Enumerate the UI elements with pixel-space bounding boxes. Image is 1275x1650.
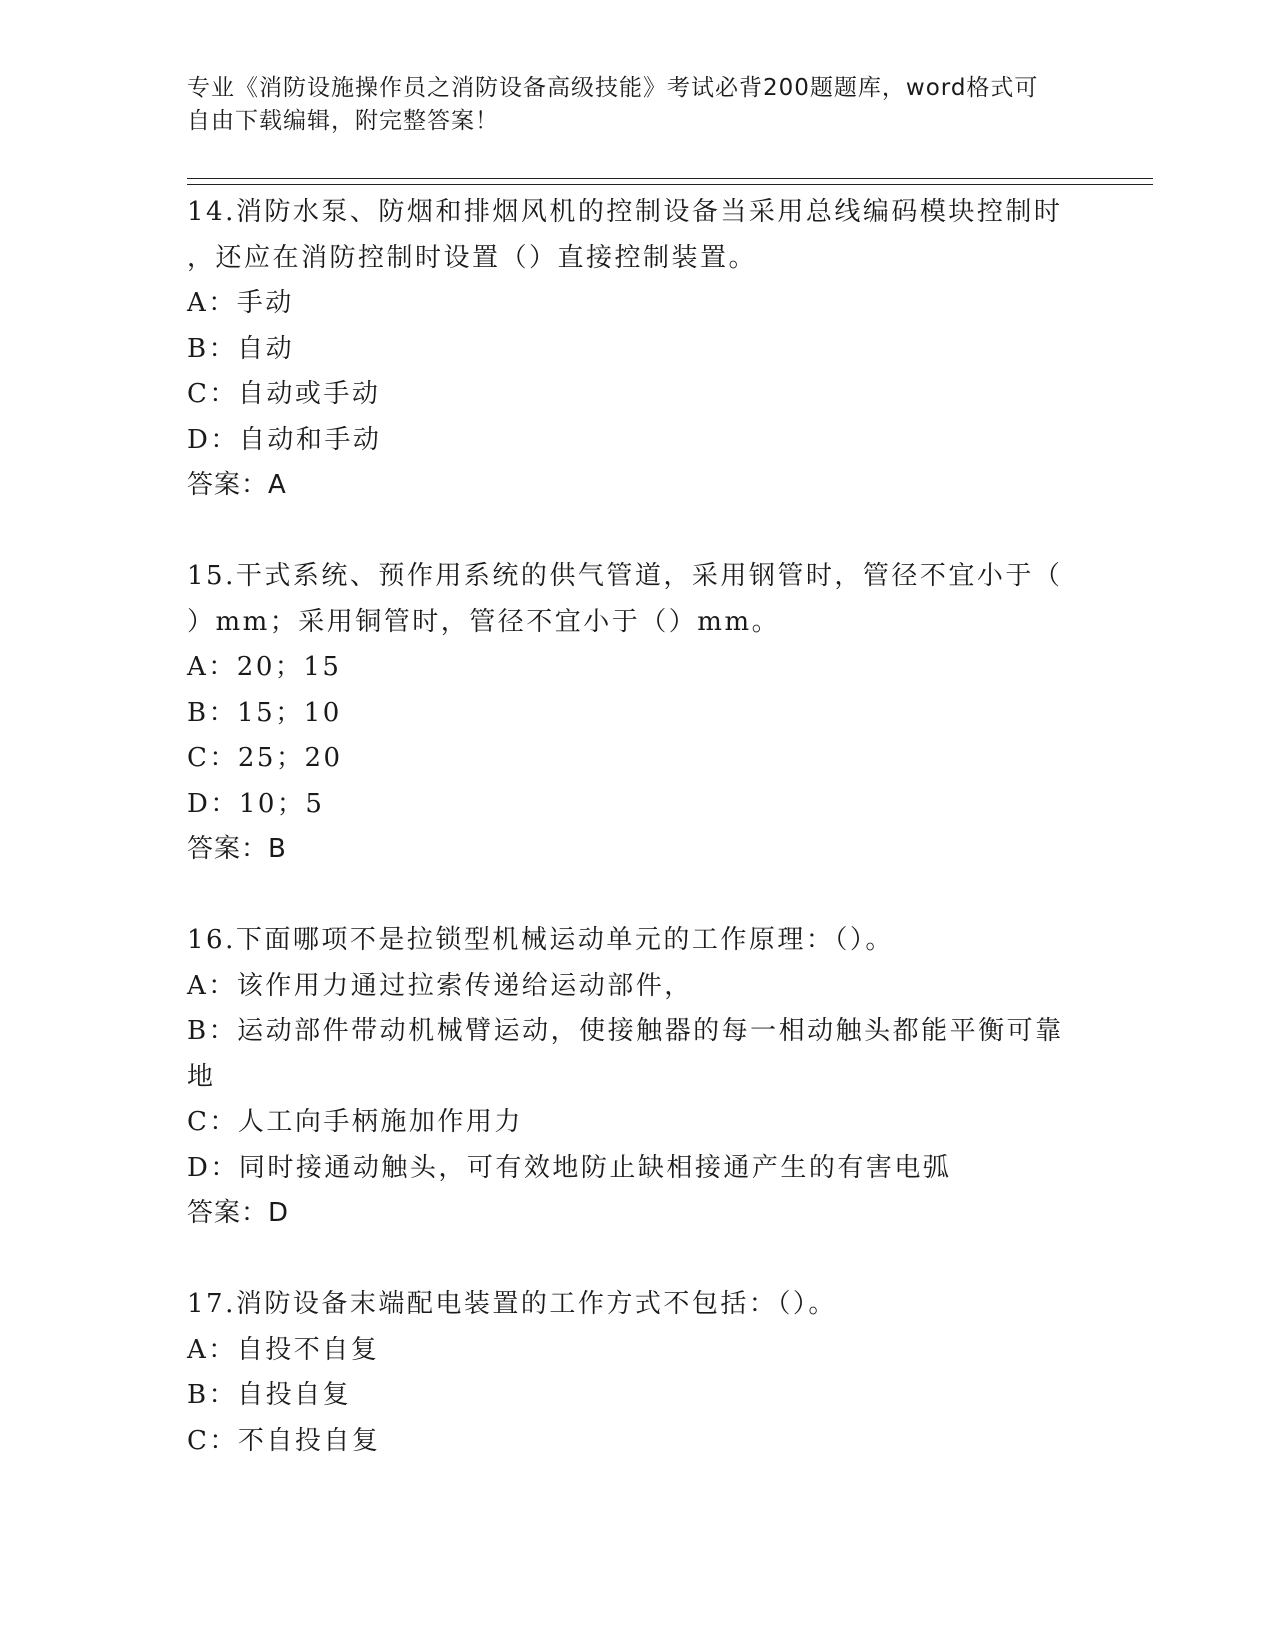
question-list [187, 190, 1087, 1464]
question-stem-line: ，还应在消防控制时设置（）直接控制装置。 [187, 242, 758, 273]
header-divider [187, 184, 1153, 185]
question-stem-line: 16.下面哪项不是拉锁型机械运动单元的工作原理：（）。 [187, 925, 894, 955]
question-spacer [187, 509, 1087, 555]
answer-line: 答案：B [187, 834, 287, 864]
option-line: B：自投自复 [187, 1380, 352, 1410]
option-line: D：自动和手动 [187, 424, 382, 455]
option-line: B：运动部件带动机械臂运动，使接触器的每一相动触头都能平衡可靠 [187, 1016, 1064, 1046]
option-line: B：15；10 [187, 697, 342, 728]
answer-line: 答案：A [187, 470, 287, 500]
question-block [187, 554, 1087, 918]
option-line: A：自投不自复 [187, 1334, 380, 1365]
header-line: 专业《消防设施操作员之消防设备高级技能》考试必背200题题库，word格式可 [187, 75, 1039, 101]
header-line: 自由下载编辑，附完整答案！ [187, 108, 499, 134]
option-line: D：同时接通动触头，可有效地防止缺相接通产生的有害电弧 [187, 1152, 952, 1183]
question-block [187, 190, 1087, 554]
question-block [187, 1282, 1087, 1464]
header-divider [187, 178, 1153, 179]
question-stem-line: ）mm；采用铜管时，管径不宜小于（）mm。 [187, 606, 781, 637]
option-line: C：自动或手动 [187, 379, 381, 409]
option-line: C：25；20 [187, 743, 343, 773]
document-header [187, 72, 1067, 138]
question-block [187, 918, 1087, 1282]
option-line: C：人工向手柄施加作用力 [187, 1107, 523, 1137]
option-line: C：不自投自复 [187, 1425, 381, 1456]
option-line: A：手动 [187, 288, 294, 318]
question-stem-line: 15.干式系统、预作用系统的供气管道，采用钢管时，管径不宜小于（ [187, 561, 1063, 591]
question-stem-line: 17.消防设备末端配电装置的工作方式不包括：（）。 [187, 1289, 837, 1319]
option-line: A：20；15 [187, 652, 342, 682]
option-line: B：自动 [187, 333, 295, 364]
question-stem-line: 14.消防水泵、防烟和排烟风机的控制设备当采用总线编码模块控制时 [187, 197, 1063, 227]
question-spacer [187, 873, 1087, 919]
answer-line: 答案：D [187, 1198, 290, 1228]
option-line: D：10；5 [187, 788, 325, 819]
option-line: A：该作用力通过拉索传递给运动部件， [187, 970, 693, 1001]
question-spacer [187, 1237, 1087, 1283]
option-line: 地 [187, 1061, 216, 1092]
